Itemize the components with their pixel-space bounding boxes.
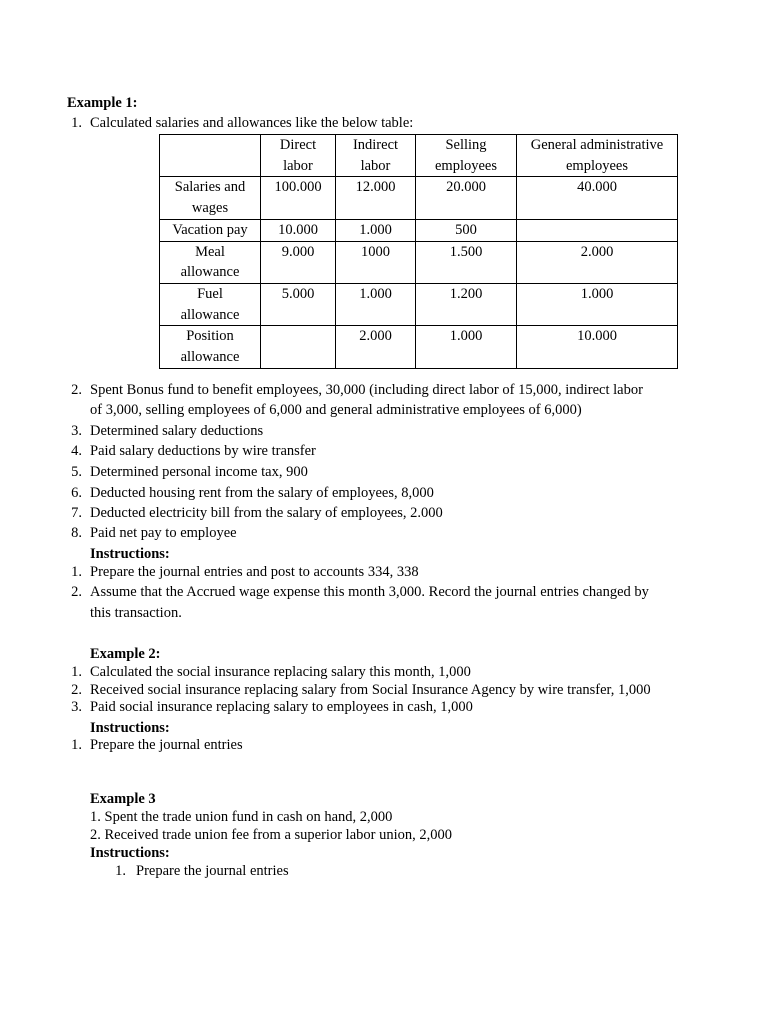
list-number: 5. (71, 464, 82, 480)
table-header-cell: Direct labor (261, 135, 336, 177)
table-cell (517, 219, 678, 241)
table-cell: 12.000 (336, 177, 416, 219)
table-row (160, 219, 678, 241)
example3-line-2: 2. Received trade union fee from a superior labor union, 2,000 (90, 827, 452, 843)
table-cell: 1.000 (336, 283, 416, 325)
list-text: this transaction. (90, 605, 182, 621)
list-number: 3. (71, 423, 82, 439)
list-text: Prepare the journal entries (90, 737, 243, 753)
list-number: 6. (71, 485, 82, 501)
list-text: of 3,000, selling employees of 6,000 and general administrative employees of 6,000) (90, 402, 582, 418)
table-cell: 1.200 (416, 283, 517, 325)
list-text: Paid net pay to employee (90, 525, 237, 541)
table-cell: 5.000 (261, 283, 336, 325)
row-label: Salaries and wages (160, 177, 261, 219)
list-text: Spent Bonus fund to benefit employees, 30,000 (including direct labor of 15,000, indirect labor (90, 382, 643, 398)
table-cell: 1.000 (517, 283, 678, 325)
list-text: Prepare the journal entries and post to accounts 334, 338 (90, 564, 419, 580)
example1-heading: Example 1: (67, 95, 138, 111)
table-cell: 1000 (336, 241, 416, 283)
list-text: Deducted housing rent from the salary of employees, 8,000 (90, 485, 434, 501)
table-header-cell: Selling employees (416, 135, 517, 177)
table-cell: 1.500 (416, 241, 517, 283)
salary-table (159, 134, 678, 369)
table-cell: 1.000 (416, 326, 517, 368)
list-number: 2. (71, 682, 82, 698)
list-text: Deducted electricity bill from the salary of employees, 2.000 (90, 505, 443, 521)
table-cell (261, 326, 336, 368)
table-cell: 100.000 (261, 177, 336, 219)
list-number: 4. (71, 443, 82, 459)
list-text: Assume that the Accrued wage expense this month 3,000. Record the journal entries changed by (90, 584, 649, 600)
list-text: Calculated the social insurance replacing salary this month, 1,000 (90, 664, 471, 680)
row-label: Fuel allowance (160, 283, 261, 325)
row-label: Vacation pay (160, 219, 261, 241)
list-text: Prepare the journal entries (136, 863, 289, 879)
table-cell: 10.000 (261, 219, 336, 241)
list-number: 2. (71, 382, 82, 398)
example3-heading: Example 3 (90, 791, 156, 807)
list-number: 8. (71, 525, 82, 541)
table-cell: 1.000 (336, 219, 416, 241)
example1-instructions-heading: Instructions: (90, 546, 170, 562)
table-header-cell (160, 135, 261, 177)
row-label: Meal allowance (160, 241, 261, 283)
list-text: Determined personal income tax, 900 (90, 464, 308, 480)
table-row (160, 326, 678, 368)
list-number: 1. (71, 664, 82, 680)
table-row (160, 283, 678, 325)
list-text: Received social insurance replacing salary from Social Insurance Agency by wire transfer, 1,000 (90, 682, 651, 698)
list-number: 7. (71, 505, 82, 521)
list-text: Paid social insurance replacing salary to employees in cash, 1,000 (90, 699, 473, 715)
example3-instructions-heading: Instructions: (90, 845, 170, 861)
list-number: 1. (71, 737, 82, 753)
list-number: 2. (71, 584, 82, 600)
table-cell: 2.000 (336, 326, 416, 368)
list-text: Paid salary deductions by wire transfer (90, 443, 316, 459)
table-row (160, 241, 678, 283)
table-cell: 20.000 (416, 177, 517, 219)
table-row (160, 177, 678, 219)
row-label: Position allowance (160, 326, 261, 368)
list-number: 1. (71, 564, 82, 580)
list-number: 3. (71, 699, 82, 715)
list-number: 1. (71, 115, 82, 131)
example2-heading: Example 2: (90, 646, 161, 662)
table-cell: 500 (416, 219, 517, 241)
table-header-cell: General administrative employees (517, 135, 678, 177)
table-cell: 9.000 (261, 241, 336, 283)
list-text: Determined salary deductions (90, 423, 264, 439)
table-cell: 2.000 (517, 241, 678, 283)
table-header-cell: Indirect labor (336, 135, 416, 177)
example3-line-1: 1. Spent the trade union fund in cash on hand, 2,000 (90, 809, 393, 825)
table-header-row (160, 135, 678, 177)
list-text: Calculated salaries and allowances like the below table: (90, 115, 414, 131)
list-number: 1. (115, 863, 126, 879)
example2-instructions-heading: Instructions: (90, 720, 170, 736)
table-cell: 40.000 (517, 177, 678, 219)
table-cell: 10.000 (517, 326, 678, 368)
